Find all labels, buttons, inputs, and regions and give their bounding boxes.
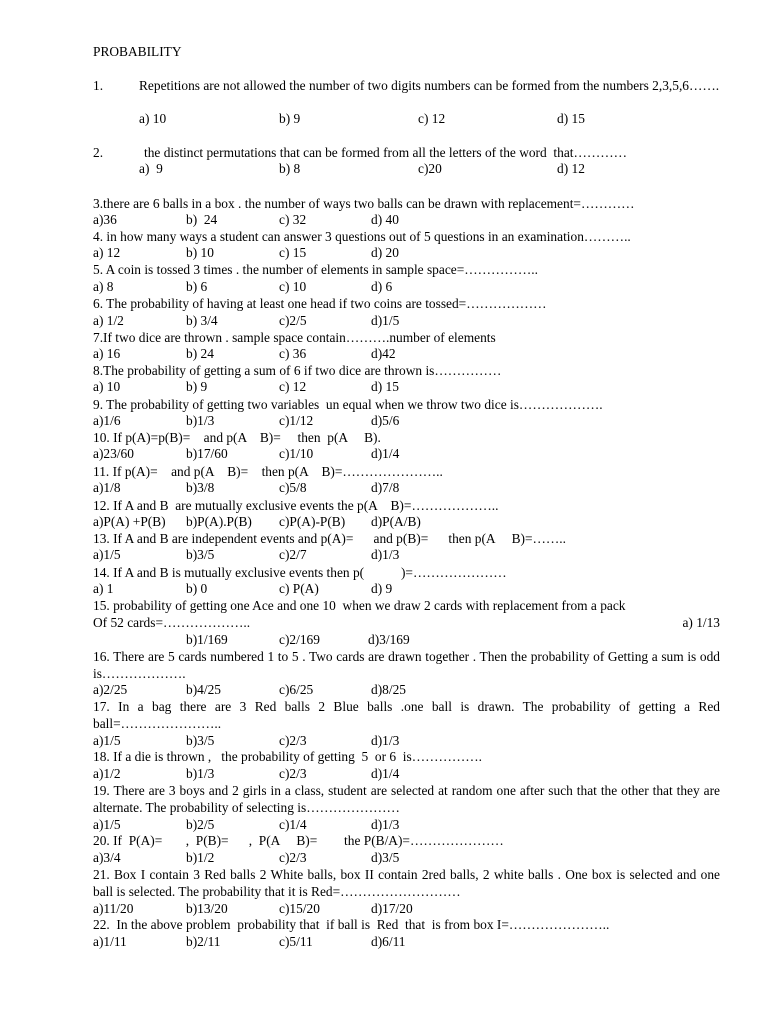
question-10-text: 10. If p(A)=p(B)= and p(A B)= then p(A B). (93, 430, 381, 445)
question-18-option-d: d)1/4 (371, 766, 400, 781)
question-20-option-d: d)3/5 (371, 850, 400, 865)
question-22-option-c: c)5/11 (279, 934, 313, 949)
question-20-option-c: c)2/3 (279, 850, 307, 865)
question-15-text-continued: Of 52 cards=……………….. (93, 615, 251, 630)
question-18-option-a: a)1/2 (93, 766, 121, 781)
question-1-text: Repetitions are not allowed the number of two digits numbers can be formed from the numbers 2,3,5,6……. (139, 78, 720, 93)
question-3-option-c: c) 32 (279, 212, 307, 227)
question-8-option-c: c) 12 (279, 379, 307, 394)
question-17-option-b: b)3/5 (186, 733, 215, 748)
question-1-option-c: c) 12 (418, 111, 446, 126)
question-8-option-a: a) 10 (93, 379, 121, 394)
question-5-option-c: c) 10 (279, 279, 307, 294)
question-15-option-c: c)2/169 (279, 632, 320, 647)
question-10-option-c: c)1/10 (279, 446, 314, 461)
question-20-text: 20. If P(A)= , P(B)= , P(A B)= the P(B/A)=………………… (93, 833, 504, 848)
question-17-option-d: d)1/3 (371, 733, 400, 748)
question-13-option-b: b)3/5 (186, 547, 215, 562)
question-16-text: 16. There are 5 cards numbered 1 to 5 . Two cards are drawn together . Then the probability of Getting a sum is odd is………………. (93, 649, 720, 681)
question-11-option-d: d)7/8 (371, 480, 400, 495)
question-2-option-a: a) 9 (139, 161, 163, 176)
question-16-option-b: b)4/25 (186, 682, 221, 697)
question-4-option-c: c) 15 (279, 245, 307, 260)
question-18-text: 18. If a die is thrown , the probability of getting 5 or 6 is……………. (93, 749, 483, 764)
question-14-option-d: d) 9 (371, 581, 393, 596)
question-11-option-c: c)5/8 (279, 480, 307, 495)
question-11-option-b: b)3/8 (186, 480, 215, 495)
question-12-option-c: c)P(A)-P(B) (279, 514, 346, 529)
question-2-option-c: c)20 (418, 161, 442, 176)
question-2-text: the distinct permutations that can be formed from all the letters of the word that………… (144, 145, 628, 160)
question-3-option-a: a)36 (93, 212, 117, 227)
question-21-option-a: a)11/20 (93, 901, 134, 916)
question-14-text: 14. If A and B is mutually exclusive events then p( )=………………… (93, 565, 507, 580)
question-6-option-d: d)1/5 (371, 313, 400, 328)
question-5-option-d: d) 6 (371, 279, 393, 294)
question-10-option-a: a)23/60 (93, 446, 134, 461)
question-7-option-c: c) 36 (279, 346, 307, 361)
question-14-option-b: b) 0 (186, 581, 208, 596)
question-16-option-d: d)8/25 (371, 682, 406, 697)
question-2-number: 2. (93, 145, 104, 160)
question-3-option-d: d) 40 (371, 212, 399, 227)
question-3-option-b: b) 24 (186, 212, 218, 227)
question-12-option-a: a)P(A) +P(B) (93, 514, 166, 529)
question-9-option-d: d)5/6 (371, 413, 400, 428)
question-1-option-b: b) 9 (279, 111, 301, 126)
question-22-option-d: d)6/11 (371, 934, 406, 949)
question-18-option-c: c)2/3 (279, 766, 307, 781)
question-8-text: 8.The probability of getting a sum of 6 if two dice are thrown is…………… (93, 363, 502, 378)
question-1-option-d: d) 15 (557, 111, 585, 126)
question-19-text: 19. There are 3 boys and 2 girls in a class, student are selected at random one after such that the other that they are alternate. The probability of selecting is………………… (93, 783, 720, 815)
question-6-option-a: a) 1/2 (93, 313, 124, 328)
question-13-option-d: d)1/3 (371, 547, 400, 562)
question-14-option-a: a) 1 (93, 581, 114, 596)
question-19-option-d: d)1/3 (371, 817, 400, 832)
question-1-number: 1. (93, 78, 104, 93)
question-12-option-b: b)P(A).P(B) (186, 514, 252, 529)
question-12-text: 12. If A and B are mutually exclusive events the p(A B)=……………….. (93, 498, 499, 513)
question-13-option-c: c)2/7 (279, 547, 307, 562)
question-4-option-d: d) 20 (371, 245, 399, 260)
question-13-text: 13. If A and B are independent events and p(A)= and p(B)= then p(A B)=…….. (93, 531, 567, 546)
question-5-text: 5. A coin is tossed 3 times . the number of elements in sample space=…………….. (93, 262, 538, 277)
question-16-option-a: a)2/25 (93, 682, 128, 697)
question-15-option-a: a) 1/13 (682, 615, 720, 630)
question-4-text: 4. in how many ways a student can answer 3 questions out of 5 questions in an examination……….. (93, 229, 631, 244)
question-15-option-b: b)1/169 (186, 632, 228, 647)
question-19-option-b: b)2/5 (186, 817, 215, 832)
question-19-option-c: c)1/4 (279, 817, 307, 832)
question-9-option-c: c)1/12 (279, 413, 314, 428)
question-8-option-d: d) 15 (371, 379, 399, 394)
question-21-option-d: d)17/20 (371, 901, 413, 916)
question-11-option-a: a)1/8 (93, 480, 121, 495)
question-1-option-a: a) 10 (139, 111, 167, 126)
question-3-text: 3.there are 6 balls in a box . the number of ways two balls can be drawn with replacement=………… (93, 196, 635, 211)
question-22-option-b: b)2/11 (186, 934, 221, 949)
question-4-option-a: a) 12 (93, 245, 121, 260)
question-17-text: 17. In a bag there are 3 Red balls 2 Blue balls .one ball is drawn. The probability of getting a Red ball=………………….. (93, 699, 720, 731)
question-6-option-b: b) 3/4 (186, 313, 218, 328)
question-22-option-a: a)1/11 (93, 934, 127, 949)
question-9-text: 9. The probability of getting two variables un equal when we throw two dice is………………. (93, 397, 603, 412)
question-17-option-a: a)1/5 (93, 733, 121, 748)
question-10-option-b: b)17/60 (186, 446, 228, 461)
question-6-text: 6. The probability of having at least one head if two coins are tossed=……………… (93, 296, 547, 311)
question-7-option-b: b) 24 (186, 346, 214, 361)
question-7-text: 7.If two dice are thrown . sample space contain……….number of elements (93, 330, 496, 345)
question-21-option-b: b)13/20 (186, 901, 228, 916)
question-5-option-a: a) 8 (93, 279, 114, 294)
question-8-option-b: b) 9 (186, 379, 208, 394)
question-11-text: 11. If p(A)= and p(A B)= then p(A B)=………………….. (93, 464, 443, 479)
question-15-option-d: d)3/169 (368, 632, 410, 647)
question-2-option-b: b) 8 (279, 161, 301, 176)
question-5-option-b: b) 6 (186, 279, 208, 294)
question-13-option-a: a)1/5 (93, 547, 121, 562)
page-title: PROBABILITY (93, 44, 182, 59)
question-20-option-a: a)3/4 (93, 850, 121, 865)
question-16-option-c: c)6/25 (279, 682, 314, 697)
question-22-text: 22. In the above problem probability that if ball is Red that is from box I=………………….. (93, 917, 610, 932)
question-10-option-d: d)1/4 (371, 446, 400, 461)
question-2-option-d: d) 12 (557, 161, 585, 176)
question-21-text: 21. Box I contain 3 Red balls 2 White balls, box II contain 2red balls, 2 white balls . One box is selected and one ball is selected. The probability that it is Red=……………………… (93, 867, 720, 899)
question-12-option-d: d)P(A/B) (371, 514, 421, 529)
question-6-option-c: c)2/5 (279, 313, 307, 328)
question-9-option-b: b)1/3 (186, 413, 215, 428)
question-19-option-a: a)1/5 (93, 817, 121, 832)
question-14-option-c: c) P(A) (279, 581, 319, 596)
question-17-option-c: c)2/3 (279, 733, 307, 748)
question-7-option-a: a) 16 (93, 346, 121, 361)
question-15-text: 15. probability of getting one Ace and one 10 when we draw 2 cards with replacement from a pack (93, 598, 626, 613)
question-4-option-b: b) 10 (186, 245, 214, 260)
question-20-option-b: b)1/2 (186, 850, 215, 865)
question-9-option-a: a)1/6 (93, 413, 121, 428)
question-7-option-d: d)42 (371, 346, 396, 361)
question-18-option-b: b)1/3 (186, 766, 215, 781)
question-21-option-c: c)15/20 (279, 901, 320, 916)
